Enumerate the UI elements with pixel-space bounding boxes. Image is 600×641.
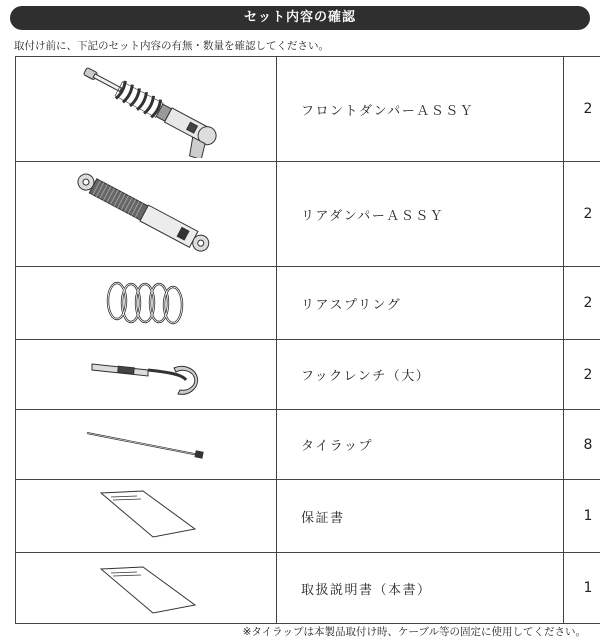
hook-wrench-icon <box>86 350 206 400</box>
item-name: 保証書 <box>277 480 564 553</box>
item-name: フックレンチ（大） <box>277 340 564 410</box>
rear-damper-icon <box>66 169 226 259</box>
intro-text: 取付け前に、下記のセット内容の有無・数量を確認してください。 <box>14 40 329 52</box>
rear-spring-icon <box>101 273 191 333</box>
item-image-cell <box>16 553 277 624</box>
item-qty: 2 <box>564 340 600 410</box>
table-row <box>16 410 600 480</box>
item-qty: 2 <box>564 57 600 162</box>
front-damper-icon <box>66 60 226 158</box>
item-image-cell <box>16 410 277 480</box>
item-name: 取扱説明書（本書） <box>277 553 564 624</box>
parts-table <box>15 56 600 624</box>
footnote: ※タイラップは本製品取付け時、ケーブル等の固定に使用してください。 <box>242 626 586 638</box>
item-name: タイラップ <box>277 410 564 480</box>
item-name: リアダンパーＡＳＳＹ <box>277 162 564 267</box>
section-title: セット内容の確認 <box>10 6 590 30</box>
table-row <box>16 162 600 267</box>
item-image-cell <box>16 340 277 410</box>
table-row <box>16 553 600 624</box>
item-qty: 2 <box>564 267 600 340</box>
item-image-cell <box>16 57 277 162</box>
item-name: リアスプリング <box>277 267 564 340</box>
item-qty: 2 <box>564 162 600 267</box>
table-row <box>16 480 600 553</box>
item-name: フロントダンパーＡＳＳＹ <box>277 57 564 162</box>
item-image-cell <box>16 480 277 553</box>
item-qty: 1 <box>564 480 600 553</box>
manual-icon <box>91 561 201 616</box>
table-row <box>16 340 600 410</box>
item-image-cell <box>16 267 277 340</box>
item-qty: 8 <box>564 410 600 480</box>
table-row <box>16 267 600 340</box>
item-image-cell <box>16 162 277 267</box>
table-row <box>16 57 600 162</box>
warranty-card-icon <box>91 489 201 544</box>
cable-tie-icon <box>81 425 211 465</box>
item-qty: 1 <box>564 553 600 624</box>
